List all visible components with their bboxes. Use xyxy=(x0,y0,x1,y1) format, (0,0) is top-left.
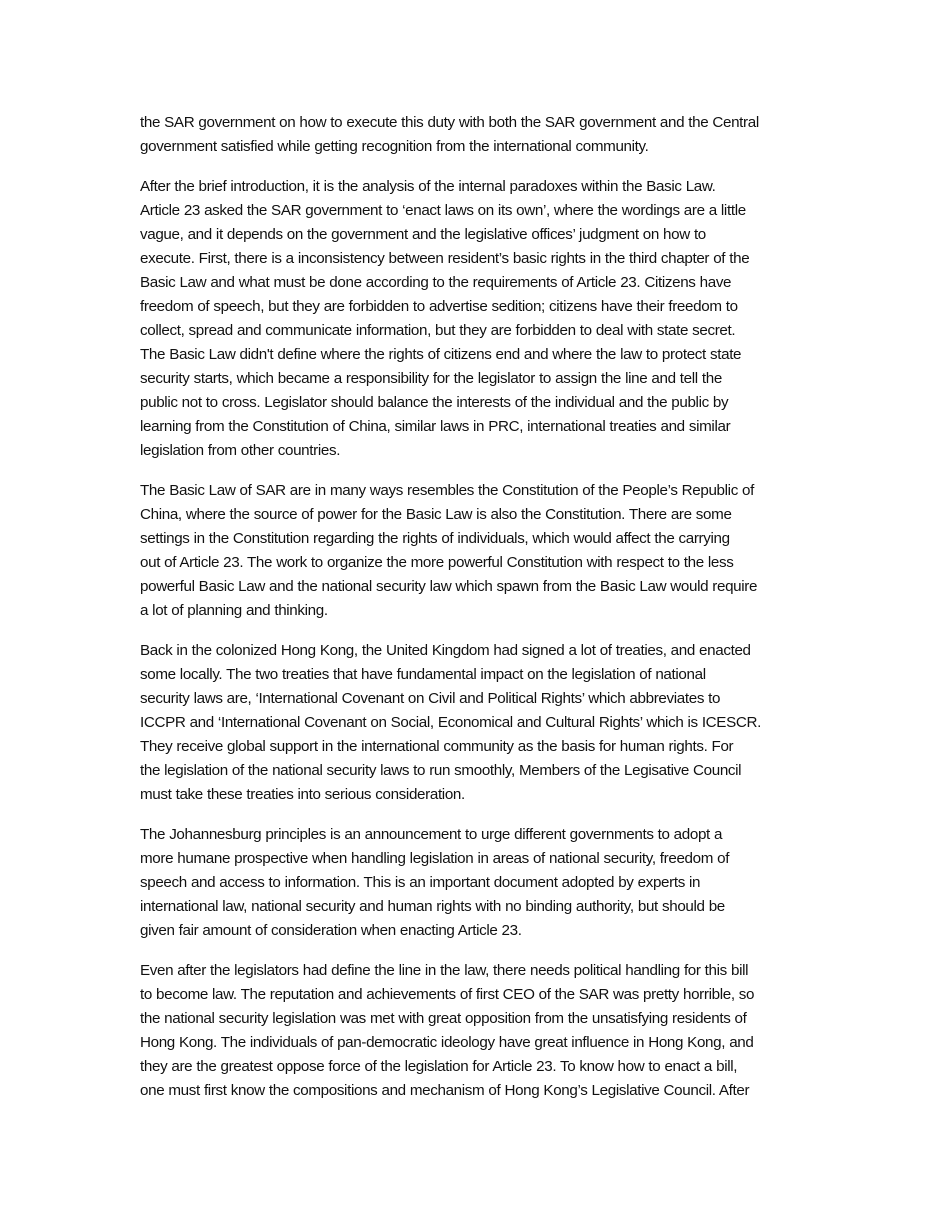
text-line: Back in the colonized Hong Kong, the United Kingdom had signed a lot of treaties, and enacted xyxy=(140,642,751,659)
text-line: some locally. The two treaties that have fundamental impact on the legislation of national xyxy=(140,666,706,683)
text-line: The Basic Law of SAR are in many ways resembles the Constitution of the People’s Republic of xyxy=(140,482,754,499)
text-line: execute. First, there is a inconsistency between resident’s basic rights in the third chapter of the xyxy=(140,250,750,267)
paragraph-5 xyxy=(140,823,820,943)
text-line: given fair amount of consideration when enacting Article 23. xyxy=(140,922,522,939)
text-line: security starts, which became a responsibility for the legislator to assign the line and tell the xyxy=(140,370,722,387)
text-line: vague, and it depends on the government and the legislative offices’ judgment on how to xyxy=(140,226,706,243)
text-line: They receive global support in the international community as the basis for human rights. For xyxy=(140,738,734,755)
text-line: the national security legislation was met with great opposition from the unsatisfying residents of xyxy=(140,1010,747,1027)
text-line: settings in the Constitution regarding the rights of individuals, which would affect the carrying xyxy=(140,530,730,547)
text-line: The Johannesburg principles is an announcement to urge different governments to adopt a xyxy=(140,826,723,843)
text-line: public not to cross. Legislator should balance the interests of the individual and the public by xyxy=(140,394,729,411)
text-line: government satisfied while getting recognition from the international community. xyxy=(140,138,649,155)
paragraph-3 xyxy=(140,479,820,623)
text-line: learning from the Constitution of China, similar laws in PRC, international treaties and similar xyxy=(140,418,731,435)
text-line: The Basic Law didn't define where the rights of citizens end and where the law to protect state xyxy=(140,346,742,363)
text-line: Article 23 asked the SAR government to ‘enact laws on its own’, where the wordings are a little xyxy=(140,202,746,219)
text-line: Basic Law and what must be done according to the requirements of Article 23. Citizens have xyxy=(140,274,732,291)
text-line: freedom of speech, but they are forbidden to advertise sedition; citizens have their freedom to xyxy=(140,298,738,315)
text-line: Even after the legislators had define the line in the law, there needs political handling for this bill xyxy=(140,962,749,979)
text-line: a lot of planning and thinking. xyxy=(140,602,328,619)
text-line: powerful Basic Law and the national security law which spawn from the Basic Law would require xyxy=(140,578,758,595)
text-line: security laws are, ‘International Covenant on Civil and Political Rights’ which abbreviates to xyxy=(140,690,721,707)
text-line: more humane prospective when handling legislation in areas of national security, freedom of xyxy=(140,850,730,867)
text-line: they are the greatest oppose force of the legislation for Article 23. To know how to enact a bill, xyxy=(140,1058,738,1075)
text-line: Hong Kong. The individuals of pan-democratic ideology have great influence in Hong Kong, and xyxy=(140,1034,754,1051)
paragraph-2 xyxy=(140,175,820,463)
text-line: ICCPR and ‘International Covenant on Social, Economical and Cultural Rights’ which is ICESCR. xyxy=(140,714,761,731)
text-line: international law, national security and human rights with no binding authority, but should be xyxy=(140,898,725,915)
text-line: the SAR government on how to execute this duty with both the SAR government and the Central xyxy=(140,114,759,131)
text-line: must take these treaties into serious consideration. xyxy=(140,786,465,803)
text-line: speech and access to information. This is an important document adopted by experts in xyxy=(140,874,701,891)
text-line: After the brief introduction, it is the analysis of the internal paradoxes within the Basic Law. xyxy=(140,178,716,195)
paragraph-4 xyxy=(140,639,820,807)
text-line: legislation from other countries. xyxy=(140,442,341,459)
text-line: to become law. The reputation and achievements of first CEO of the SAR was pretty horrible, so xyxy=(140,986,755,1003)
text-line: China, where the source of power for the Basic Law is also the Constitution. There are some xyxy=(140,506,732,523)
paragraph-1 xyxy=(140,111,820,159)
text-line: collect, spread and communicate information, but they are forbidden to deal with state secret. xyxy=(140,322,736,339)
text-line: out of Article 23. The work to organize the more powerful Constitution with respect to the less xyxy=(140,554,734,571)
text-line: one must first know the compositions and mechanism of Hong Kong’s Legislative Council. After xyxy=(140,1082,750,1099)
document-body xyxy=(140,111,820,1119)
text-line: the legislation of the national security laws to run smoothly, Members of the Legisative Council xyxy=(140,762,742,779)
paragraph-6 xyxy=(140,959,820,1103)
